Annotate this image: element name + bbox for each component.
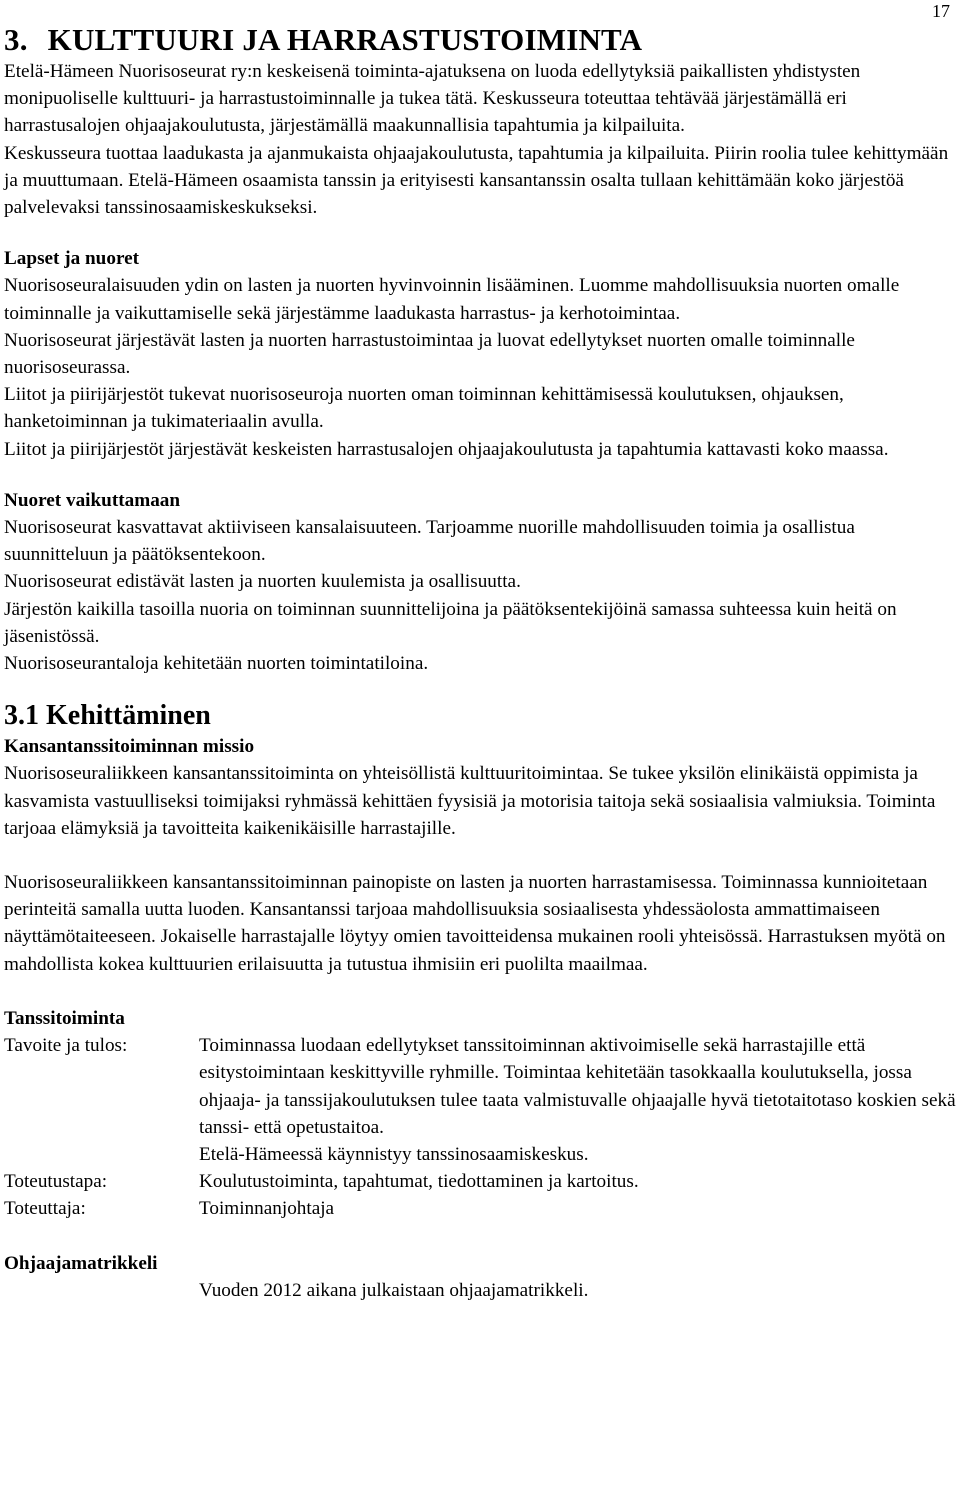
tanssitoiminta-heading: Tanssitoiminta <box>4 1007 125 1029</box>
section-number: 3. <box>4 22 28 57</box>
definition-row <box>4 1277 956 1304</box>
kehittaminen-heading: 3.1 Kehittäminen <box>4 700 211 732</box>
document-page <box>4 0 956 1304</box>
section-heading <box>4 22 956 58</box>
definition-text: Vuoden 2012 aikana julkaistaan ohjaajamatrikkeli. <box>199 1279 589 1301</box>
nuoret-paragraph: Nuorisoseurantaloja kehitetään nuorten toimintatiloina. <box>4 653 429 675</box>
definition-row <box>4 1032 956 1168</box>
lapset-heading: Lapset ja nuoret <box>4 248 140 270</box>
lapset-paragraph: Nuorisoseurat järjestävät lasten ja nuorten harrastustoimintaa ja luovat edellytykset nuorten omalle toiminnalle nuorisoseurassa. <box>4 329 855 379</box>
lapset-paragraph: Nuorisoseuralaisuuden ydin on lasten ja nuorten hyvinvoinnin lisääminen. Luomme mahdollisuuksia nuorten omalle toiminnalle ja vaikuttamiselle sekä järjestämme laadukasta harrastus- ja kerhotoimintaa. <box>4 275 900 324</box>
definition-text: Koulutustoiminta, tapahtumat, tiedottaminen ja kartoitus. <box>199 1171 639 1193</box>
nuoret-paragraph: Nuorisoseurat edistävät lasten ja nuorten kuulemista ja osallisuutta. <box>4 571 521 593</box>
ohjaajamatrikkeli-heading: Ohjaajamatrikkeli <box>4 1252 158 1274</box>
intro-paragraph: Etelä-Hämeen Nuorisoseurat ry:n keskeisenä toiminta-ajatuksena on luoda edellytyksiä paikallisten yhdistysten monipuoliselle kulttuuri- ja harrastustoiminnalle ja tukea tätä. Keskusseura toteuttaa tehtävää järjestämällä eri harrastusalojen ohjaajakoulutusta, järjestämällä maakunnallisia tapahtumia ja kilpailuita. <box>4 61 861 137</box>
definition-text: Etelä-Hämeessä käynnistyy tanssinosaamiskeskus. <box>199 1143 589 1165</box>
nuoret-paragraph: Nuorisoseurat kasvattavat aktiiviseen kansalaisuuteen. Tarjoamme nuorille mahdollisuuden toimia ja osallistua suunnitteluun ja päätöksentekoon. <box>4 517 855 566</box>
lapset-paragraph: Liitot ja piirijärjestöt järjestävät keskeisten harrastusalojen ohjaajakoulutusta ja tapahtumia kattavasti koko maassa. <box>4 438 889 460</box>
definition-label: Toteutustapa: <box>4 1171 108 1193</box>
nuoret-paragraph: Järjestön kaikilla tasoilla nuoria on toiminnan suunnittelijoina ja päätöksentekijöinä samassa suhteessa kuin heitä on jäsenistössä. <box>4 598 897 647</box>
definition-body <box>199 1032 956 1168</box>
section-title: KULTTUURI JA HARRASTUSTOIMINTA <box>47 22 643 57</box>
definition-text: Toiminnanjohtaja <box>199 1198 335 1220</box>
intro-paragraph: Keskusseura tuottaa laadukasta ja ajanmukaista ohjaajakoulutusta, tapahtumia ja kilpailuita. Piirin roolia tulee kehittymään ja muuttumaan. Etelä-Hämeen osaamista tanssin ja erityisesti kansantanssin osalta tullaan kehittämään koko järjestöä palvelevaksi tanssinosaamiskeskukseksi. <box>4 142 949 219</box>
mission-paragraph: Nuorisoseuraliikkeen kansantanssitoiminta on yhteisöllistä kulttuuritoimintaa. Se tukee yksilön elinikäistä oppimista ja kasvamista vastuulliseksi toimijaksi ryhmässä kehittäen fyysisiä ja motorisia taitoja sekä sosiaalisia valmiuksia. Toiminta tarjoaa elämyksiä ja tavoitteita kaikenikäisille harrastajille. <box>4 763 936 839</box>
page-number: 17 <box>932 1 950 21</box>
lapset-paragraph: Liitot ja piirijärjestöt tukevat nuorisoseuroja nuorten oman toiminnan kehittämisessä koulutuksen, ohjauksen, hanketoiminnan ja tukimateriaalin avulla. <box>4 384 844 433</box>
definition-label: Toteuttaja: <box>4 1198 86 1220</box>
definition-text: Toiminnassa luodaan edellytykset tanssitoiminnan aktivoimiselle sekä harrastajille että esitystoimintaan keskittyville ryhmille. Toimintaa kehitetään tasokkaalla koulutuksella, jossa ohjaaja- ja tanssijakoulutuksen tulee taata valmistuvalle ohjaajalle hyvä tietotaitotaso koskien sekä tanssi- että opetustaitoa. <box>199 1035 956 1138</box>
nuoret-heading: Nuoret vaikuttamaan <box>4 489 181 511</box>
definition-label: Tavoite ja tulos: <box>4 1035 128 1057</box>
definition-row <box>4 1168 956 1195</box>
mission-paragraph: Nuorisoseuraliikkeen kansantanssitoiminnan painopiste on lasten ja nuorten harrastamisessa. Toiminnassa kunnioitetaan perinteitä samalla uutta luoden. Kansantanssi tarjoaa mahdollisuuksia sosiaalisesta yhdessäolosta ammattimaiseen näyttämötaiteeseen. Jokaiselle harrastajalle löytyy omien tavoitteidensa mukainen rooli yhteisössä. Harrastuksen myötä on mahdollista kokea kulttuurien erilaisuutta ja tutustua ihmisiin eri puolilta maailmaa. <box>4 872 946 975</box>
definition-row <box>4 1195 956 1222</box>
mission-heading: Kansantanssitoiminnan missio <box>4 736 255 758</box>
